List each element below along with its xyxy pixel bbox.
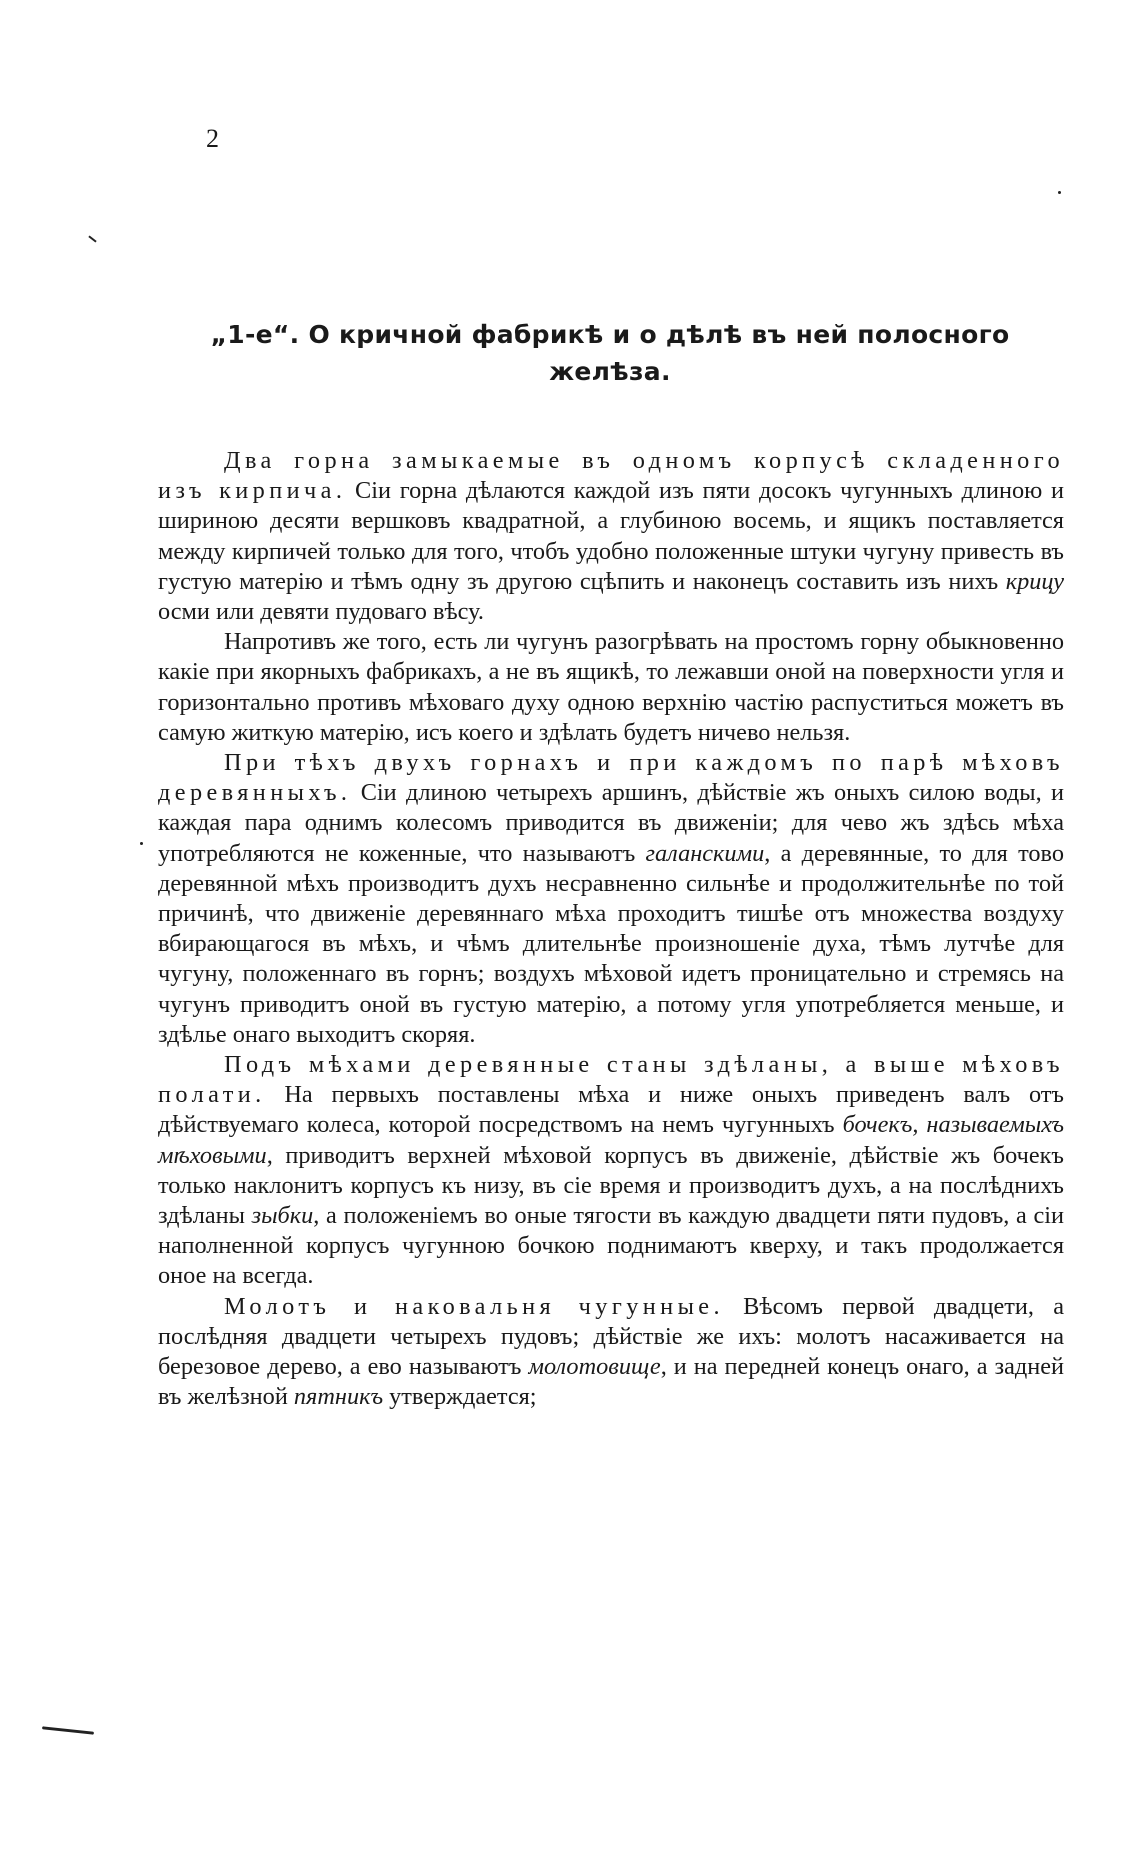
text-run: , а положенiемъ во оные тягости въ каждую двадцети пяти пудовъ, а сiи наполненной корпусъ чугунною бочкою поднимаютъ кверху, и такъ продолжается оное на всегда. bbox=[158, 1202, 1064, 1290]
italic-term: пятникъ bbox=[293, 1383, 384, 1411]
text-run: Напротивъ же того, есть ли чугунъ разогрѣвать на простомъ горну обыкновенно какiе при якорныхъ фабрикахъ, а не въ ящикѣ, то лежавши оной на поверхности угля и горизонтально противъ мѣховаго духу одною верхнiю частiю распуститься можетъ въ самую житкую матерiю, исъ коего и здѣлать будетъ ничево нельзя. bbox=[158, 628, 1064, 746]
text-run: На первыхъ поставлены мѣха и ниже оныхъ приведенъ валъ отъ дѣйствуемаго колеса, которой посредствомъ на немъ чугунныхъ bbox=[158, 1081, 1064, 1139]
paragraph bbox=[158, 1292, 1064, 1413]
text-run: Вѣсомъ первой двадцети, а послѣдняя двадцети четырехъ пудовъ; дѣйствiе же ихъ: молотъ насаживается на березовое дерево, а ево называютъ bbox=[158, 1292, 1064, 1381]
heading-line-1: „1-е“. О кричной фабрикѣ и о дѣлѣ въ ней полосного bbox=[210, 320, 1010, 349]
italic-term: крицу bbox=[1005, 567, 1064, 595]
scan-speck bbox=[42, 1726, 94, 1734]
paragraph bbox=[158, 446, 1064, 627]
text-run: , а деревянные, то для тово деревянной мѣхъ производитъ духъ несравненно сильнѣе и продолжительнѣе по той причинѣ, что движенiе деревяннаго мѣха проходитъ тишѣе отъ множества воздуху вбирающагося въ мѣхъ, и чѣмъ длительнѣе произношенiе духа, тѣмъ лутчѣе для чугуну, положеннаго въ горнъ; воздухъ мѣховой идетъ проницательно и стремясь на чугунъ приводитъ оной въ густую матерiю, а потому угля употребляется меньше, и здѣлье онаго выходитъ скоряя. bbox=[158, 839, 1064, 1048]
text-run: , и на передней конецъ онаго, а задней въ желѣзной bbox=[158, 1353, 1065, 1411]
spaced-emphasis: Два горна замыкаемые въ одномъ корпусѣ складенного изъ кирпича. bbox=[158, 447, 1064, 505]
spaced-emphasis: Подъ мѣхами деревянные станы здѣланы, а выше мѣховъ полати. bbox=[158, 1051, 1064, 1109]
scan-speck bbox=[88, 235, 96, 242]
italic-term: молотовище bbox=[528, 1353, 661, 1381]
italic-term: зыбки bbox=[251, 1202, 314, 1230]
spaced-emphasis: При тѣхъ двухъ горнахъ и при каждомъ по парѣ мѣховъ деревянныхъ. bbox=[158, 749, 1064, 807]
italic-term: бочекъ, называемыхъ мѣховыми bbox=[158, 1111, 1064, 1169]
text-run: Сiи длиною четырехъ аршинъ, дѣйствiе жъ оныхъ силою воды, и каждая пара однимъ колесомъ приводится въ движенiи; для чево жъ здѣсь мѣха употребляются не коженные, что называютъ bbox=[158, 779, 1064, 867]
text-run: Сiи горна дѣлаются каждой изъ пяти досокъ чугунныхъ длиною и шириною десяти вершковъ квадратной, а глубиною восемь, и ящикъ поставляется между кирпичей только для того, чтобъ удобно положенные штуки чугуну привесть въ густую матерiю и тѣмъ одну зъ другою сцѣпить и наконецъ составить изъ нихъ bbox=[158, 477, 1064, 595]
text-run: утверждается; bbox=[383, 1383, 537, 1411]
text-run: , приводитъ верхней мѣховой корпусъ въ движенiе, дѣйствiе жъ бочекъ только наклонитъ корпусъ къ низу, въ сiе время и производитъ духъ, а на послѣднихъ здѣланы bbox=[158, 1141, 1064, 1230]
spaced-emphasis: Молотъ и наковальня чугунные. bbox=[224, 1292, 724, 1320]
scan-speck bbox=[140, 842, 143, 845]
body-text bbox=[158, 446, 1064, 1413]
heading-line-2: желѣза. bbox=[549, 357, 671, 386]
paragraph bbox=[158, 627, 1064, 748]
section-heading bbox=[150, 316, 1070, 390]
paragraph bbox=[158, 1050, 1064, 1292]
paragraph bbox=[158, 748, 1064, 1050]
italic-term: галанскими bbox=[645, 839, 765, 867]
scan-speck bbox=[1058, 191, 1061, 194]
text-run: осми или девяти пудоваго вѣсу. bbox=[158, 598, 484, 626]
page-number: 2 bbox=[206, 124, 219, 153]
